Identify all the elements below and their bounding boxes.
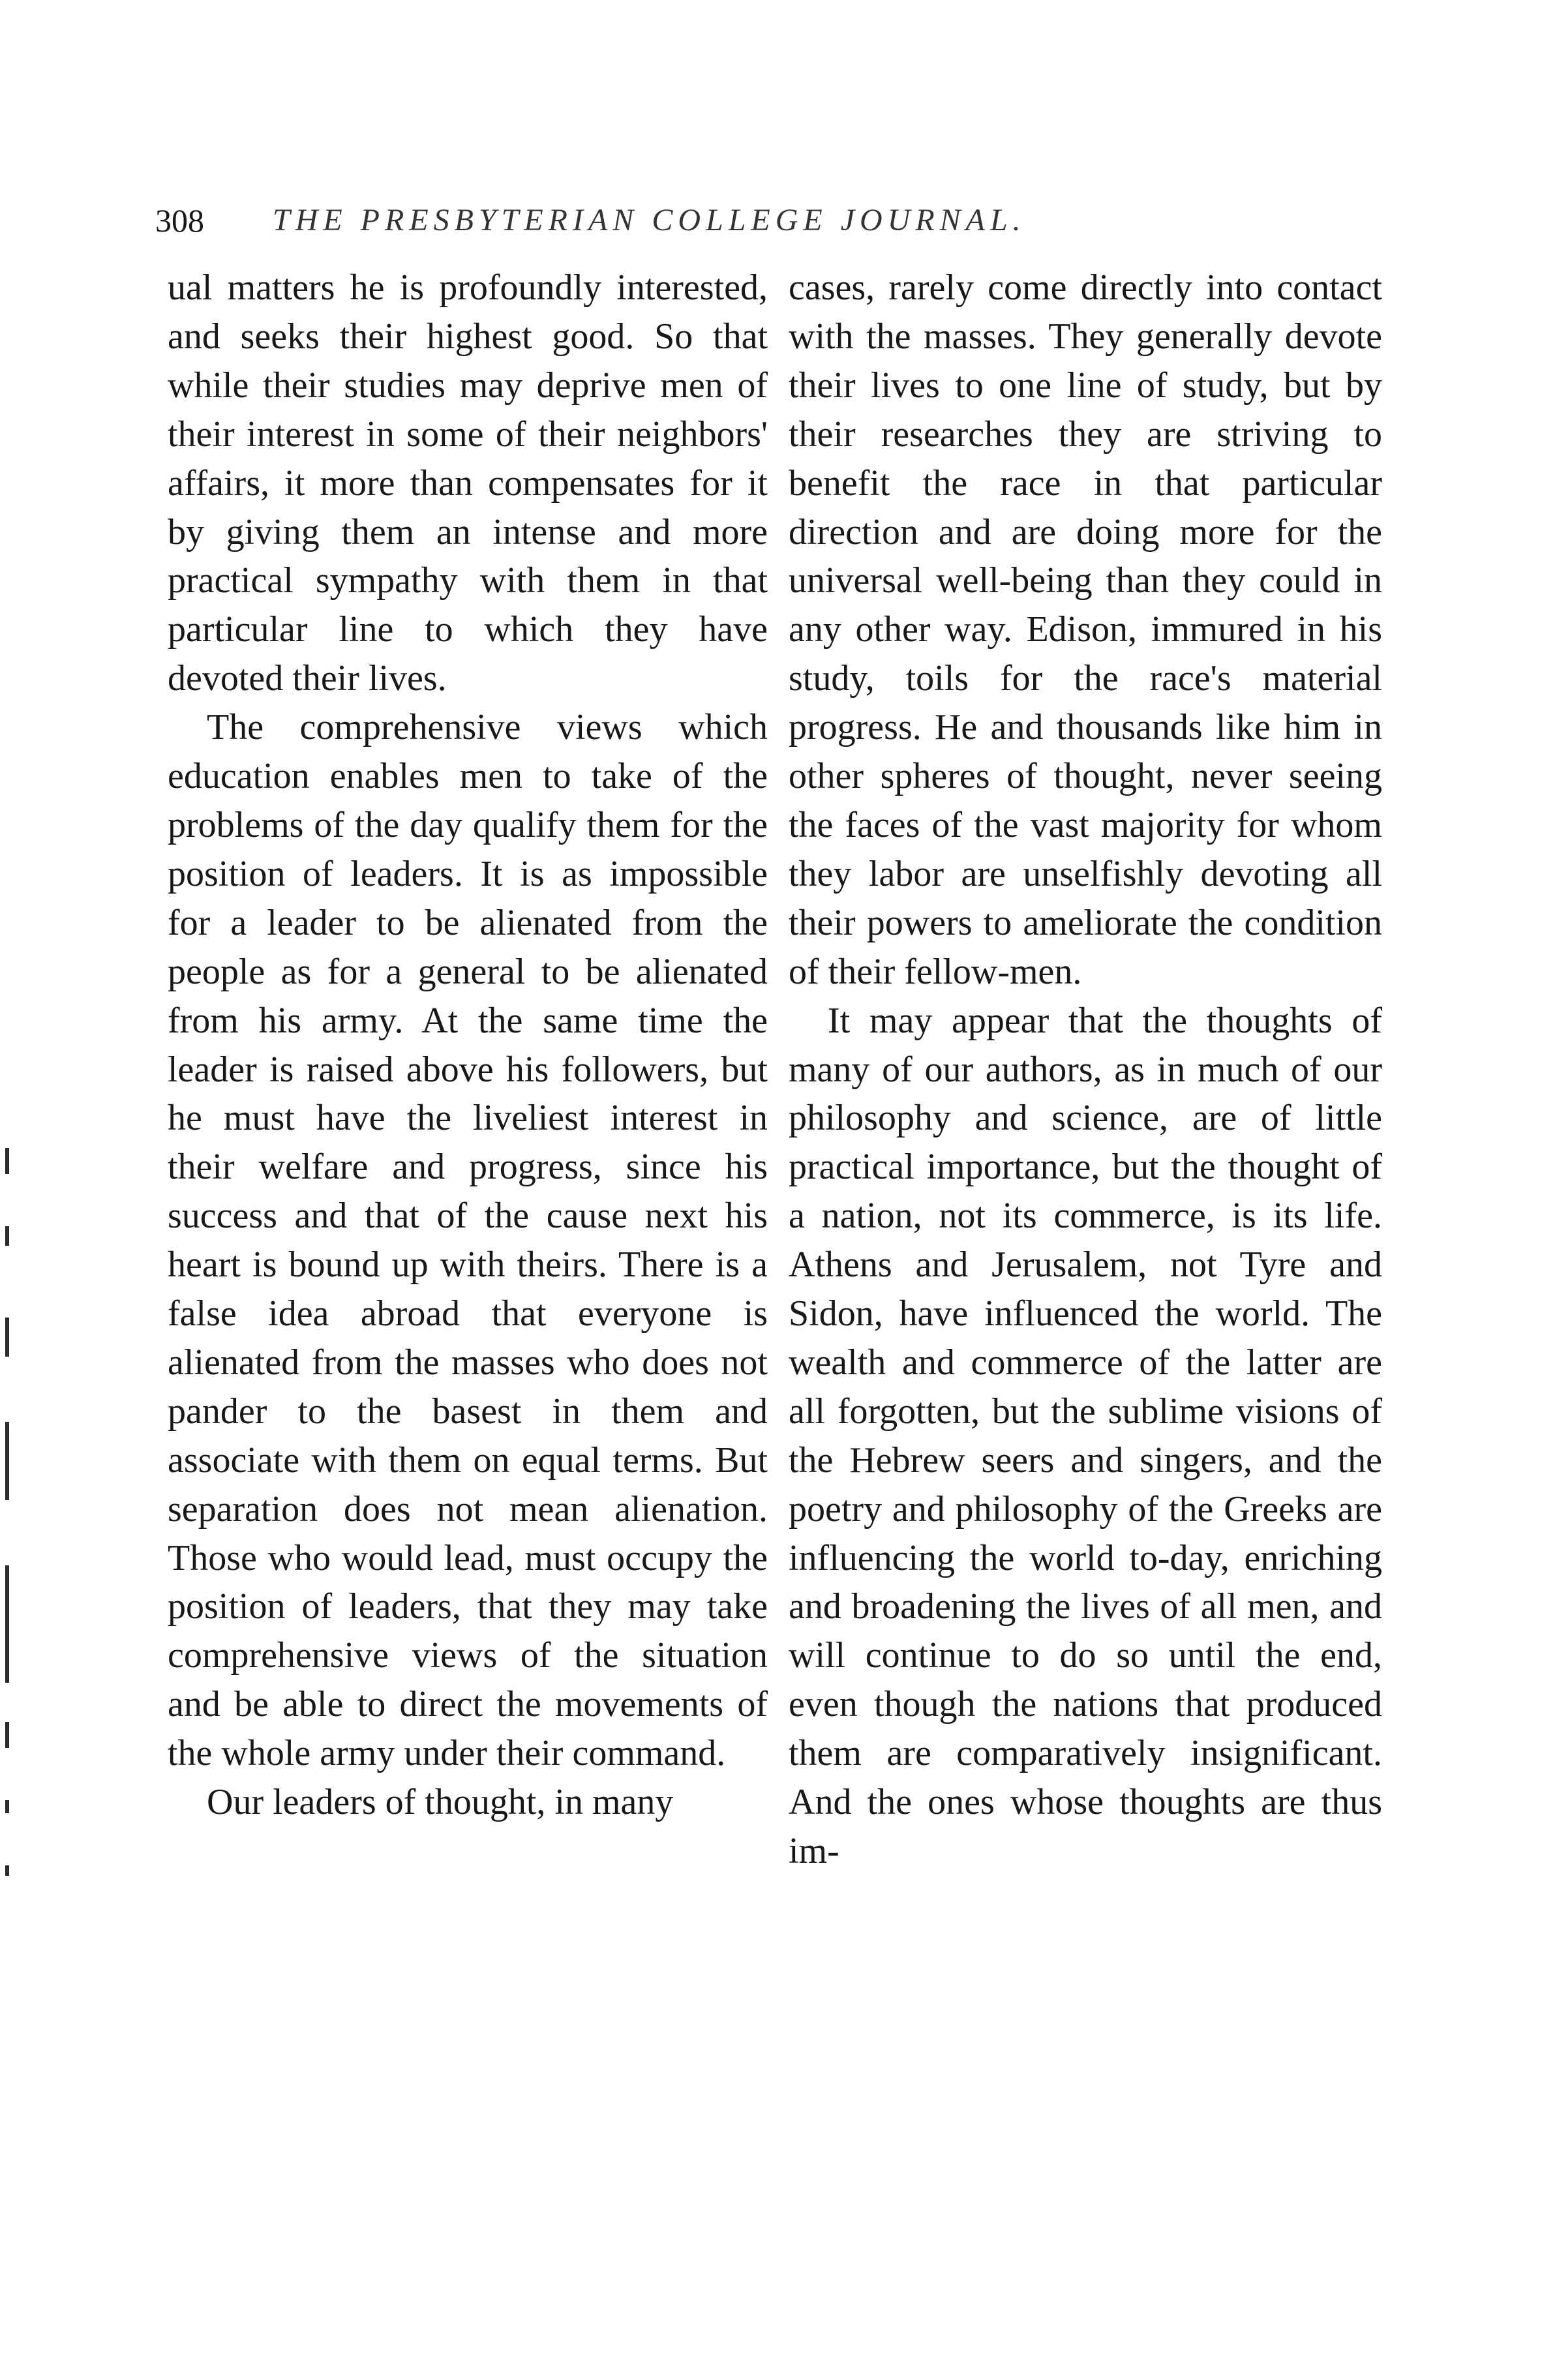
right-column [789, 264, 1382, 1876]
left-paragraph-3: Our leaders of thought, in many [207, 1782, 674, 1823]
page-number: 308 [155, 202, 204, 239]
left-paragraph-1: ual matters he is profoundly interested, and seeks their highest good. So that while their studies may deprive men of their interest in some of their neighbors' affairs, it more than compensates for it by giving them an intense and more practical sympathy with them in that particular line to which they have devoted their lives. [168, 267, 768, 699]
scan-speck [5, 1226, 9, 1246]
scan-speck [5, 1800, 9, 1813]
scan-speck [5, 1722, 9, 1748]
margin-scan-artifacts [0, 1148, 16, 1905]
scan-speck [5, 1565, 9, 1683]
scan-speck [5, 1422, 9, 1500]
scan-speck [5, 1318, 9, 1357]
left-column [168, 264, 768, 1827]
page-header [155, 194, 1381, 247]
right-paragraph-1: cases, rarely come directly into contact with the masses. They generally devote their lives to one line of study, but by their researches they are striving to benefit the race in that particular direction and are doing more for the universal well-being than they could in any other way. Edison, immured in his study, toils for the race's material progress. He and thousands like him in other spheres of thought, never seeing the faces of the vast majority for whom they labor are unselfishly devoting all their powers to ameliorate the condition of their fellow-men. [789, 267, 1382, 992]
left-paragraph-2: The comprehensive views which education enables men to take of the problems of the day qualify them for the position of leaders. It is as impossible for a leader to be alienated from the people as for a general to be alienated from his army. At the same time the leader is raised above his followers, but he must have the liveliest interest in their welfare and progress, since his success and that of the cause next his heart is bound up with theirs. There is a false idea abroad that everyone is alienated from the masses who does not pander to the basest in them and associate with them on equal terms. But separation does not mean alienation. Those who would lead, must occupy the position of leaders, that they may take comprehensive views of the situation and be able to direct the movements of the whole army under their command. [168, 707, 768, 1774]
scan-speck [5, 1865, 9, 1876]
right-paragraph-2: It may appear that the thoughts of many of our authors, as in much of our philosophy and science, are of little practical importance, but the thought of a nation, not its commerce, is its life. Athens and Jerusalem, not Tyre and Sidon, have influenced the world. The wealth and commerce of the latter are all forgotten, but the sublime visions of the Hebrew seers and singers, and the poetry and philosophy of the Greeks are influencing the world to-day, enriching and broadening the lives of all men, and will continue to do so until the end, even though the nations that produced them are comparatively insignificant. And the ones whose thoughts are thus im- [789, 1000, 1382, 1871]
scan-speck [5, 1148, 9, 1174]
running-title: THE PRESBYTERIAN COLLEGE JOURNAL. [273, 203, 1026, 237]
